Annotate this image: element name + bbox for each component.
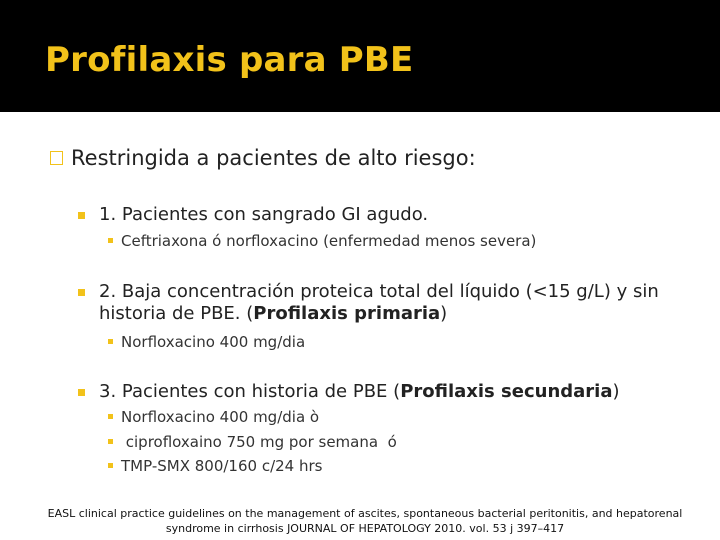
list-item-3	[78, 381, 620, 403]
list-item-2-text-b: )	[440, 303, 448, 324]
small-bullet-icon	[108, 439, 113, 444]
main-point-text: Restringida a pacientes de alto riesgo:	[71, 146, 476, 170]
list-item-1-text: 1. Pacientes con sangrado GI agudo.	[99, 204, 429, 225]
sub-item-3-1	[108, 407, 319, 427]
square-bullet-icon	[78, 389, 85, 396]
small-bullet-icon	[108, 238, 113, 243]
list-item-3-text	[99, 381, 620, 403]
small-bullet-icon	[108, 463, 113, 468]
sub-item-3-3	[108, 456, 322, 476]
square-bullet-icon	[78, 289, 85, 296]
square-bullet-icon	[78, 212, 85, 219]
box-bullet-icon	[50, 151, 63, 165]
list-item-3-bold: Profilaxis secundaria	[400, 381, 613, 402]
sub-item-text: Norfloxacino 400 mg/dia	[121, 333, 306, 351]
sub-item-text: TMP-SMX 800/160 c/24 hrs	[121, 457, 323, 475]
list-item-1	[78, 204, 428, 226]
list-item-3-text-a: 3. Pacientes con historia de PBE (	[99, 381, 401, 402]
sub-item-text: ciprofloxaino 750 mg por semana ó	[121, 433, 397, 451]
list-item-2	[78, 281, 669, 325]
small-bullet-icon	[108, 414, 113, 419]
sub-item-text: Norfloxacino 400 mg/dia ò	[121, 408, 320, 426]
list-item-3-text-b: )	[612, 381, 620, 402]
reference-footer: EASL clinical practice guidelines on the management of ascites, spontaneous bacterial peritonitis, and hepatorenal syndrome in cirrhosis JOURNAL OF HEPATOLOGY 2010. vol. 53 j 397–417	[47, 507, 683, 535]
main-point	[50, 146, 476, 170]
slide-title: Profilaxis para PBE	[45, 40, 414, 80]
sub-item-1-1	[108, 231, 536, 251]
sub-item-2-1	[108, 332, 305, 352]
sub-item-3-2	[108, 432, 397, 452]
list-item-2-text	[99, 281, 669, 325]
small-bullet-icon	[108, 339, 113, 344]
sub-item-text: Ceftriaxona ó norfloxacino (enfermedad menos severa)	[121, 232, 537, 250]
list-item-2-text-a: 2. Baja concentración proteica total del líquido (<15 g/L) y sin historia de PBE. (	[99, 281, 659, 324]
list-item-2-bold: Profilaxis primaria	[253, 303, 441, 324]
